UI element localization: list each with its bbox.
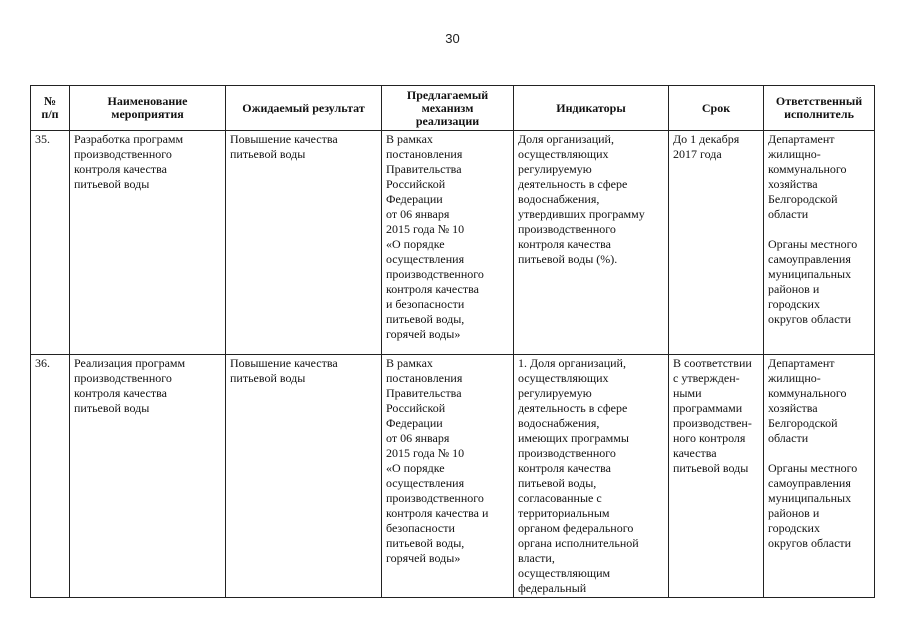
deadline: До 1 декабря 2017 года (669, 131, 764, 355)
executor-department: Департамент жилищно- коммунального хозяйства Белгородской области (768, 356, 847, 445)
header-indicators: Индикаторы (514, 86, 669, 131)
row-number: 36. (31, 355, 70, 598)
executor (764, 131, 875, 355)
expected-result: Повышение качества питьевой воды (226, 355, 382, 598)
page-number: 30 (445, 31, 460, 46)
header-mechanism: Предлагаемый механизм реализации (382, 86, 514, 131)
header-measure-name: Наименование мероприятия (70, 86, 226, 131)
expected-result: Повышение качества питьевой воды (226, 131, 382, 355)
header-deadline: Срок (669, 86, 764, 131)
table-row (31, 355, 875, 598)
executor-local-government: Органы местного самоуправления муниципальных районов и городских округов области (768, 461, 858, 550)
executor (764, 355, 875, 598)
header-number: № п/п (31, 86, 70, 131)
measure-name: Реализация программ производственного контроля качества питьевой воды (70, 355, 226, 598)
indicators: 1. Доля организаций, осуществляющих регулируемую деятельность в сфере водоснабжения, имеющих программы производственного контроля качества питьевой воды, согласованные с территориальным органом федерального органа исполнительной власти, осуществляющим федеральный (514, 355, 669, 598)
mechanism: В рамках постановления Правительства Российской Федерации от 06 января 2015 года № 10 «О порядке осуществления производственного контроля качества и безопасности питьевой воды, горячей воды» (382, 131, 514, 355)
measures-table (30, 85, 875, 598)
executor-local-government: Органы местного самоуправления муниципальных районов и городских округов области (768, 237, 858, 326)
measure-name: Разработка программ производственного контроля качества питьевой воды (70, 131, 226, 355)
table-header-row (31, 86, 875, 131)
row-number: 35. (31, 131, 70, 355)
indicators: Доля организаций, осуществляющих регулируемую деятельность в сфере водоснабжения, утвердивших программу производственного контроля качества питьевой воды (%). (514, 131, 669, 355)
mechanism: В рамках постановления Правительства Российской Федерации от 06 января 2015 года № 10 «О порядке осуществления производственного контроля качества и безопасности питьевой воды, горячей воды» (382, 355, 514, 598)
header-expected-result: Ожидаемый результат (226, 86, 382, 131)
executor-department: Департамент жилищно- коммунального хозяйства Белгородской области (768, 132, 847, 221)
deadline: В соответствии с утвержден- ными программами производствен- ного контроля качества питьевой воды (669, 355, 764, 598)
header-executor: Ответственный исполнитель (764, 86, 875, 131)
table-row (31, 131, 875, 355)
